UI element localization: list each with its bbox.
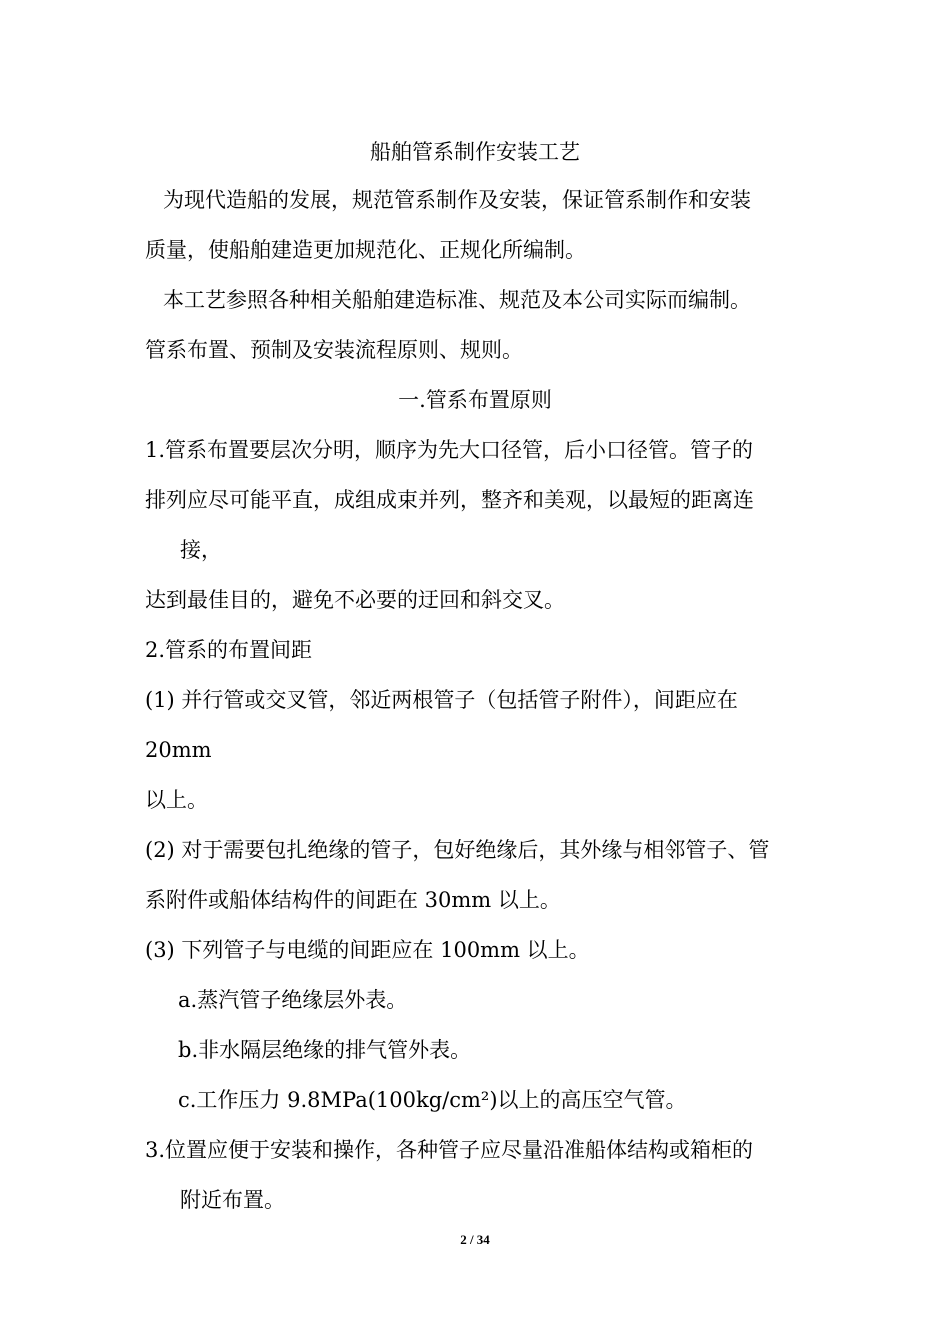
item-1-line: 接， [180, 538, 222, 562]
basis-paragraph-line: 管系布置、预制及安装流程原则、规则。 [145, 338, 523, 362]
intro-paragraph-line: 质量，使船舶建造更加规范化、正规化所编制。 [145, 238, 586, 262]
item-1-line: 排列应尽可能平直，成组成束并列，整齐和美观，以最短的距离连 [145, 488, 754, 512]
item-2-sub-3-c: c.工作压力 9.8MPa(100kg/cm²)以上的高压空气管。 [178, 1088, 687, 1112]
basis-paragraph-line: 本工艺参照各种相关船舶建造标准、规范及本公司实际而编制。 [163, 288, 751, 312]
item-1-line: 达到最佳目的，避免不必要的迂回和斜交叉。 [145, 588, 565, 612]
item-2-sub-1-line: 20mm [145, 738, 212, 762]
section-heading: 一.管系布置原则 [398, 388, 552, 412]
item-2-sub-3-a: a.蒸汽管子绝缘层外表。 [178, 988, 408, 1012]
page-number: 2 / 34 [460, 1232, 490, 1247]
item-3-line: 3.位置应便于安装和操作，各种管子应尽量沿准船体结构或箱柜的 [145, 1138, 754, 1162]
item-2-sub-2-line: (2) 对于需要包扎绝缘的管子，包好绝缘后，其外缘与相邻管子、管 [145, 838, 770, 862]
item-3-line: 附近布置。 [180, 1188, 285, 1212]
item-2-heading: 2.管系的布置间距 [145, 638, 313, 662]
document-title: 船舶管系制作安装工艺 [370, 140, 580, 164]
item-2-sub-1-line: 以上。 [145, 788, 208, 812]
item-2-sub-3-b: b.非水隔层绝缘的排气管外表。 [178, 1038, 472, 1062]
item-2-sub-2-line: 系附件或船体结构件的间距在 30mm 以上。 [145, 888, 561, 912]
intro-paragraph-line: 为现代造船的发展，规范管系制作及安装，保证管系制作和安装 [163, 188, 751, 212]
item-2-sub-1-line: (1) 并行管或交叉管，邻近两根管子（包括管子附件），间距应在 [145, 688, 738, 712]
item-2-sub-3-line: (3) 下列管子与电缆的间距应在 100mm 以上。 [145, 938, 590, 962]
item-1-line: 1.管系布置要层次分明，顺序为先大口径管，后小口径管。管子的 [145, 438, 754, 462]
